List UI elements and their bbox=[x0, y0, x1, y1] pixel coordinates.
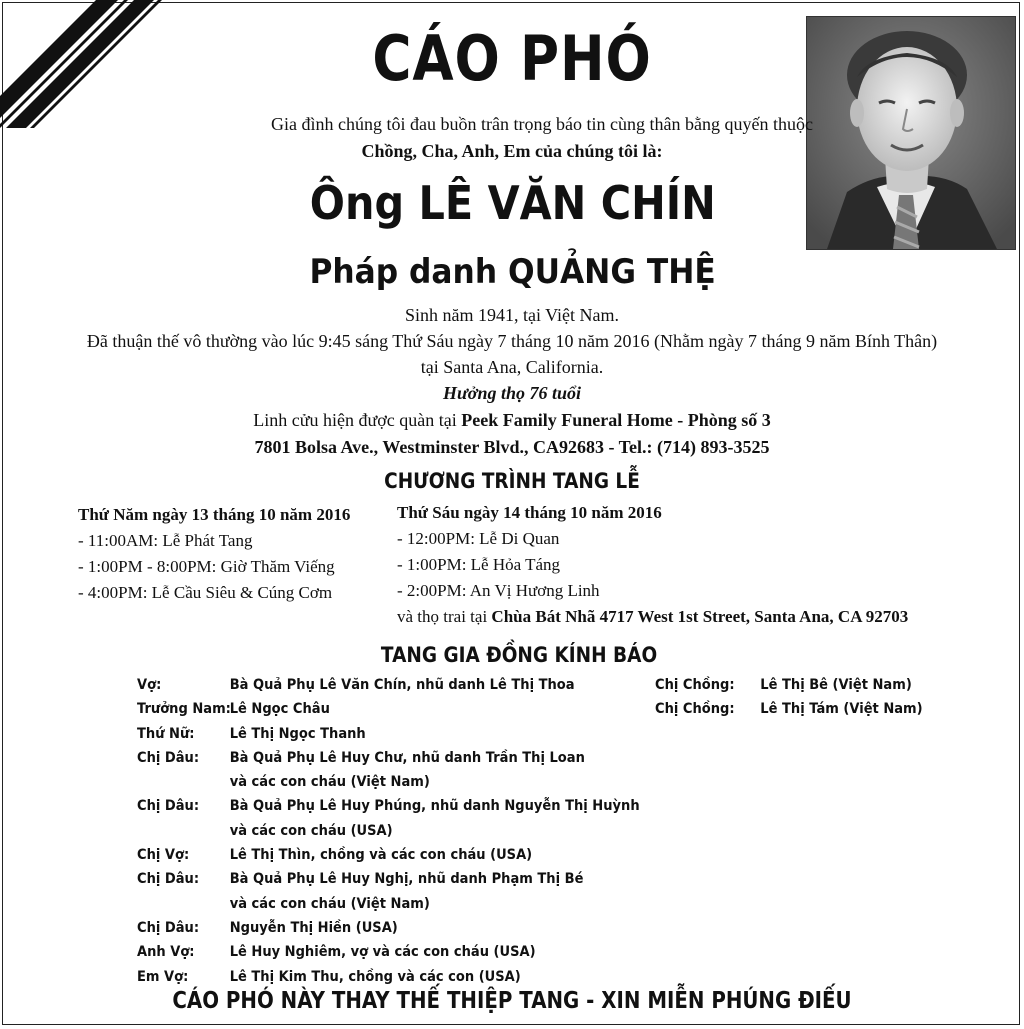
program-heading: CHƯƠNG TRÌNH TANG LỄ bbox=[384, 469, 640, 493]
relation-name: Lê Ngọc Châu bbox=[229, 701, 330, 718]
relation-name: và các con cháu (Việt Nam) bbox=[229, 774, 430, 791]
temple-info bbox=[397, 604, 908, 630]
schedule-day-1-heading: Thứ Năm ngày 13 tháng 10 năm 2016 bbox=[78, 505, 351, 524]
schedule-day-1 bbox=[78, 502, 350, 606]
relation-name: Lê Thị Kim Thu, chồng và các con (USA) bbox=[229, 968, 521, 985]
passing-place: tại Santa Ana, California. bbox=[420, 357, 604, 377]
relation-label: Chị Chồng: bbox=[655, 701, 735, 718]
relation-label: Trưởng Nam: bbox=[137, 701, 231, 718]
schedule-item: - 1:00PM: Lễ Hỏa Táng bbox=[397, 555, 561, 574]
intro-line-2: Chồng, Cha, Anh, Em của chúng tôi là: bbox=[361, 141, 663, 161]
page-title: CÁO PHÓ bbox=[372, 22, 652, 95]
schedule-item: - 2:00PM: An Vị Hương Linh bbox=[397, 581, 600, 600]
relation-label: Chị Dâu: bbox=[137, 919, 200, 936]
deceased-name: Ông LÊ VĂN CHÍN bbox=[309, 176, 716, 230]
passing-info: Đã thuận thế vô thường vào lúc 9:45 sáng Thứ Sáu ngày 7 tháng 10 năm 2016 (Nhằm ngày 7 tháng 9 năm Bính Thân) bbox=[86, 331, 938, 351]
schedule-day-2 bbox=[397, 500, 908, 630]
relation-label: Vợ: bbox=[137, 677, 162, 693]
relation-name: và các con cháu (USA) bbox=[229, 822, 393, 839]
intro-line-1: Gia đình chúng tôi đau buồn trân trọng báo tin cùng thân bằng quyến thuộc bbox=[271, 114, 813, 134]
schedule-day-2-heading: Thứ Sáu ngày 14 tháng 10 năm 2016 bbox=[397, 503, 662, 522]
relation-name: Lê Thị Thìn, chồng và các con cháu (USA) bbox=[229, 847, 533, 864]
schedule-item: - 12:00PM: Lễ Di Quan bbox=[397, 529, 560, 548]
temple-prefix: và thọ trai tại bbox=[397, 607, 492, 626]
relation-name: Lê Thị Tám (Việt Nam) bbox=[760, 701, 923, 718]
age-info: Hưởng thọ 76 tuổi bbox=[443, 383, 581, 403]
footer-notice: CÁO PHÓ NÀY THAY THẾ THIỆP TANG - XIN MIỄN PHÚNG ĐIẾU bbox=[172, 988, 852, 1014]
schedule-item: - 4:00PM: Lễ Cầu Siêu & Cúng Cơm bbox=[78, 583, 333, 602]
relation-name: Lê Thị Bê (Việt Nam) bbox=[760, 677, 912, 693]
viewing-place: Peek Family Funeral Home - Phòng số 3 bbox=[461, 410, 771, 430]
viewing-prefix: Linh cửu hiện được quàn tại bbox=[253, 410, 462, 430]
relation-name: Bà Quả Phụ Lê Văn Chín, nhũ danh Lê Thị Thoa bbox=[229, 677, 575, 693]
relation-label: Anh Vợ: bbox=[137, 944, 195, 961]
relation-name: Bà Quả Phụ Lê Huy Chư, nhũ danh Trần Thị Loan bbox=[229, 749, 585, 766]
funeral-home-address: 7801 Bolsa Ave., Westminster Blvd., CA92683 - Tel.: (714) 893-3525 bbox=[254, 437, 770, 457]
schedule-item: - 11:00AM: Lễ Phát Tang bbox=[78, 531, 253, 550]
relation-name: và các con cháu (Việt Nam) bbox=[229, 895, 430, 912]
relation-label: Chị Vợ: bbox=[137, 847, 190, 864]
relation-name: Bà Quả Phụ Lê Huy Phúng, nhũ danh Nguyễn Thị Huỳnh bbox=[229, 798, 640, 815]
dharma-name: Pháp danh QUẢNG THỆ bbox=[309, 252, 716, 292]
schedule-item: - 1:00PM - 8:00PM: Giờ Thăm Viếng bbox=[78, 557, 335, 576]
temple-address: Chùa Bát Nhã 4717 West 1st Street, Santa Ana, CA 92703 bbox=[491, 607, 909, 626]
relation-name: Nguyễn Thị Hiền (USA) bbox=[229, 919, 398, 936]
relation-label: Chị Dâu: bbox=[137, 871, 200, 888]
viewing-info bbox=[0, 410, 1024, 431]
relation-label: Chị Dâu: bbox=[137, 749, 200, 766]
relation-label: Chị Chồng: bbox=[655, 677, 735, 693]
relation-label: Em Vợ: bbox=[137, 968, 189, 985]
relation-label: Thứ Nữ: bbox=[137, 725, 195, 742]
relation-name: Bà Quả Phụ Lê Huy Nghị, nhũ danh Phạm Thị Bé bbox=[229, 871, 584, 888]
birth-info: Sinh năm 1941, tại Việt Nam. bbox=[404, 305, 620, 325]
family-heading: TANG GIA ĐỒNG KÍNH BÁO bbox=[380, 643, 658, 667]
relation-label: Chị Dâu: bbox=[137, 798, 200, 815]
relation-name: Lê Thị Ngọc Thanh bbox=[229, 725, 366, 742]
relation-name: Lê Huy Nghiêm, vợ và các con cháu (USA) bbox=[229, 944, 536, 961]
